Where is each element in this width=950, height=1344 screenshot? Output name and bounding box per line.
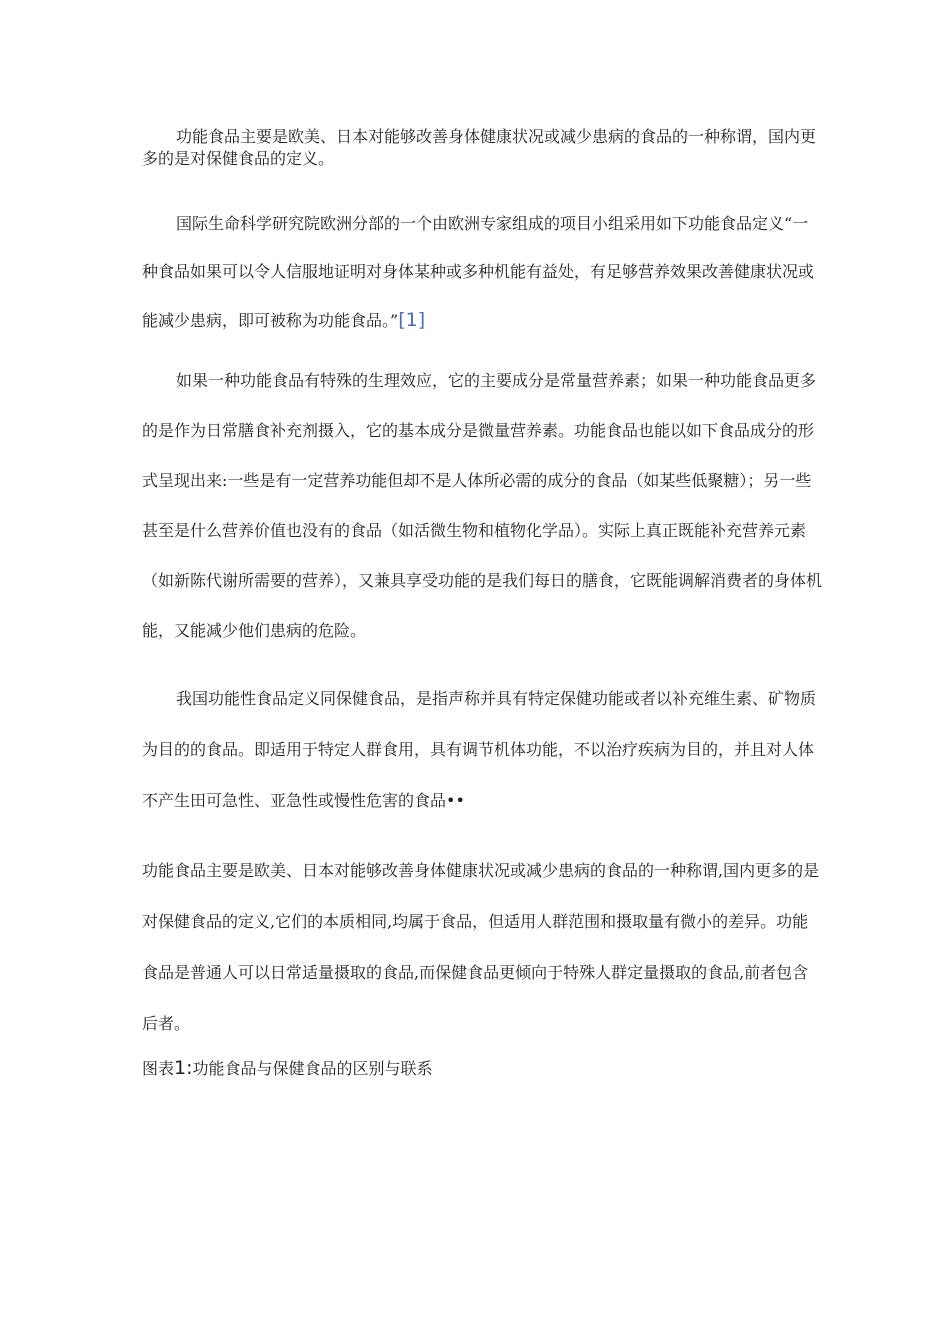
paragraph-text: 国际生命科学研究院欧洲分部的一个由欧洲专家组成的项目小组采用如下功能食品定义“一种食品如果可以令人信服地证明对身体某种或多种机能有益处，有足够营养效果改善健康状况或能减少患病，即可被称为功能食品。” [142,214,815,330]
paragraph-physiological-effects [142,356,822,656]
caption-number: 1: [174,1057,193,1079]
caption-text: 功能食品与保健食品的区别与联系 [192,1059,433,1078]
paragraph-ilsi-definition [142,200,822,345]
paragraph-text: 功能食品主要是欧美、日本对能够改善身体健康状况或减少患病的食品的一种称谓，国内更多的是对保健食品的定义。 [142,127,817,168]
paragraph-text: 我国功能性食品定义同保健食品，是指声称并具有特定保健功能或者以补充维生素、矿物质为目的的食品。即适用于特定人群食用，具有调节机体功能，不以治疗疾病为目的，并且对人体不产生田可急性、亚急性或慢性危害的食品•• [142,689,817,810]
citation-link[interactable]: [1] [398,309,426,331]
paragraph-text: 功能食品主要是欧美、日本对能够改善身体健康状况或减少患病的食品的一种称谓,国内更多的是对保健食品的定义,它们的本质相同,均属于食品，但适用人群范围和摄取量有微小的差异。功能食品是普通人可以日常适量摄取的食品,而保健食品更倾向于特殊人群定量摄取的食品,前者包含后者。 [142,861,820,1033]
paragraph-text: 如果一种功能食品有特殊的生理效应，它的主要成分是常量营养素；如果一种功能食品更多的是作为日常膳食补充剂摄入，它的基本成分是微量营养素。功能食品也能以如下食品成分的形式呈现出来:一些是有一定营养功能但却不是人体所必需的成分的食品（如某些低聚糖）；另一些甚至是什么营养价值也没有的食品（如活微生物和植物化学品）。实际上真正既能补充营养元素（如新陈代谢所需要的营养），又兼具享受功能的是我们每日的膳食，它既能调解消费者的身体机能，又能减少他们患病的危险。 [142,371,823,640]
paragraph-china-definition [142,673,822,826]
figure-caption [142,1054,433,1083]
paragraph-comparison [142,845,822,1049]
paragraph-functional-food-intro [142,126,822,170]
caption-prefix: 图表 [142,1059,175,1078]
